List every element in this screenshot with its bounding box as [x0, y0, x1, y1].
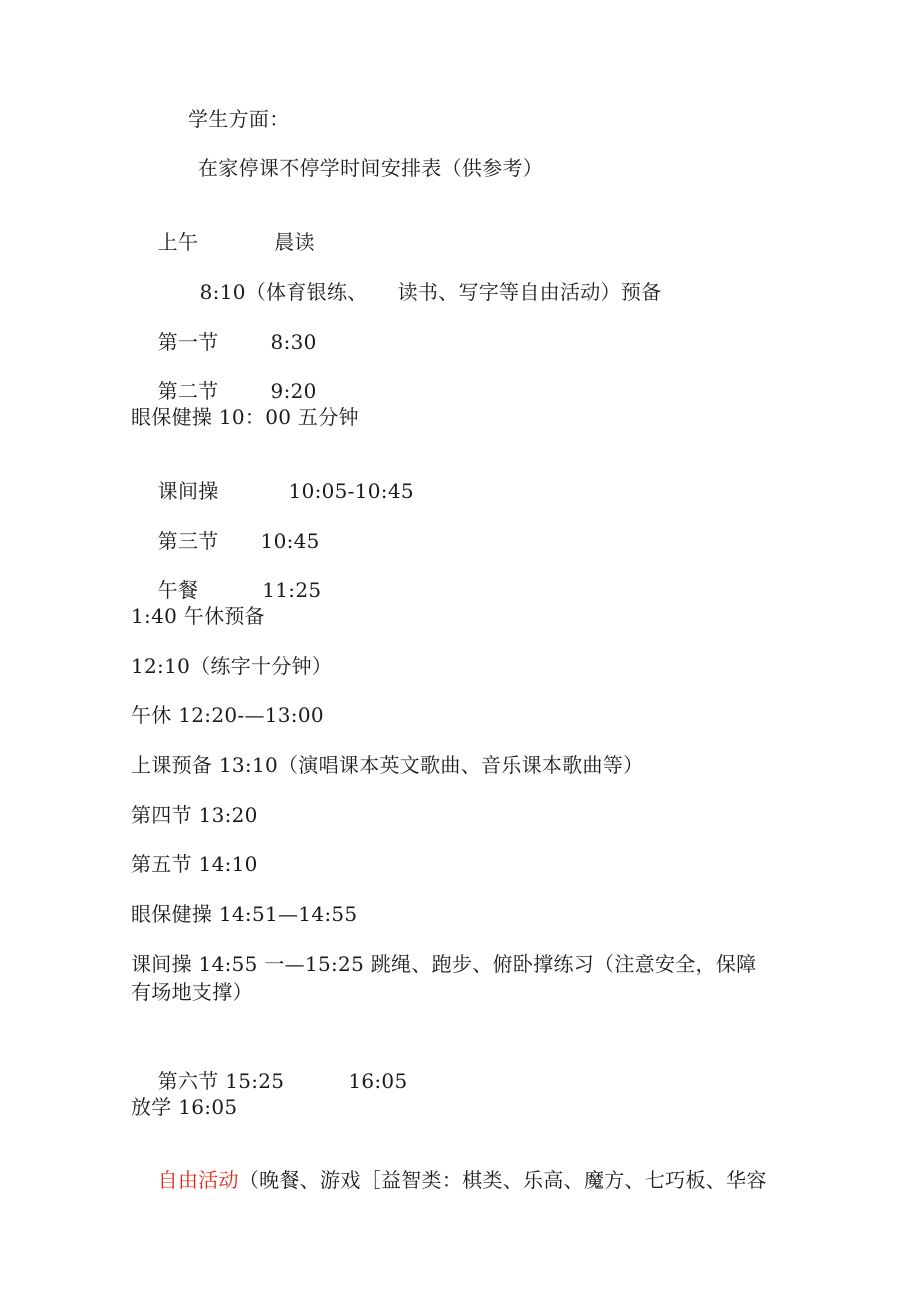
schedule-row-writing: 12:10（练字十分钟）: [131, 654, 333, 678]
highlight-label: 自由活动: [157, 1168, 239, 1192]
schedule-row-eye-exercise-1: 眼保健操 10：00 五分钟: [131, 405, 359, 429]
schedule-row-free-activity: [131, 1144, 767, 1216]
schedule-row-break-2: 课间操 14:55 一—15:25 跳绳、跑步、俯卧撑练习（注意安全，保障: [131, 952, 757, 976]
row-text: 8:10（体育银练、: [199, 280, 368, 304]
row-label: 上午: [157, 230, 199, 254]
row-time: 11:25: [262, 578, 322, 602]
schedule-row-period-4: 第四节 13:20: [131, 803, 258, 827]
row-time: 10:05-10:45: [288, 479, 414, 503]
row-time: 16:05: [348, 1069, 408, 1093]
row-label: 课间操: [157, 479, 219, 503]
schedule-row-eye-exercise-2: 眼保健操 14:51—14:55: [131, 902, 358, 926]
schedule-row-nap-prep: 1:40 午休预备: [131, 604, 265, 628]
row-value: 晨读: [274, 230, 315, 254]
section-heading: 学生方面：: [188, 107, 290, 131]
schedule-row-period-5: 第五节 14:10: [131, 852, 258, 876]
page-title: 在家停课不停学时间安排表（供参考）: [198, 156, 544, 180]
row-label: 第一节: [157, 330, 219, 354]
row-label: 午餐: [157, 578, 199, 602]
row-time: 9:20: [270, 379, 317, 403]
row-time: 8:30: [270, 330, 317, 354]
row-text: （晚餐、游戏［益智类：棋类、乐高、魔方、七巧板、华容: [238, 1168, 767, 1192]
row-label: 第二节: [157, 379, 219, 403]
schedule-row-class-prep: 上课预备 13:10（演唱课本英文歌曲、音乐课本歌曲等）: [131, 753, 644, 777]
schedule-row-nap: 午休 12:20-—13:00: [131, 703, 324, 727]
row-label: 第三节: [157, 529, 219, 553]
row-label: 第六节 15:25: [157, 1069, 285, 1093]
row-time: 10:45: [260, 529, 320, 553]
schedule-row-break-2-cont: 有场地支撑）: [131, 980, 253, 1004]
schedule-row-dismiss: 放学 16:05: [131, 1095, 238, 1119]
row-text-2: 读书、写字等自由活动）预备: [397, 280, 662, 304]
